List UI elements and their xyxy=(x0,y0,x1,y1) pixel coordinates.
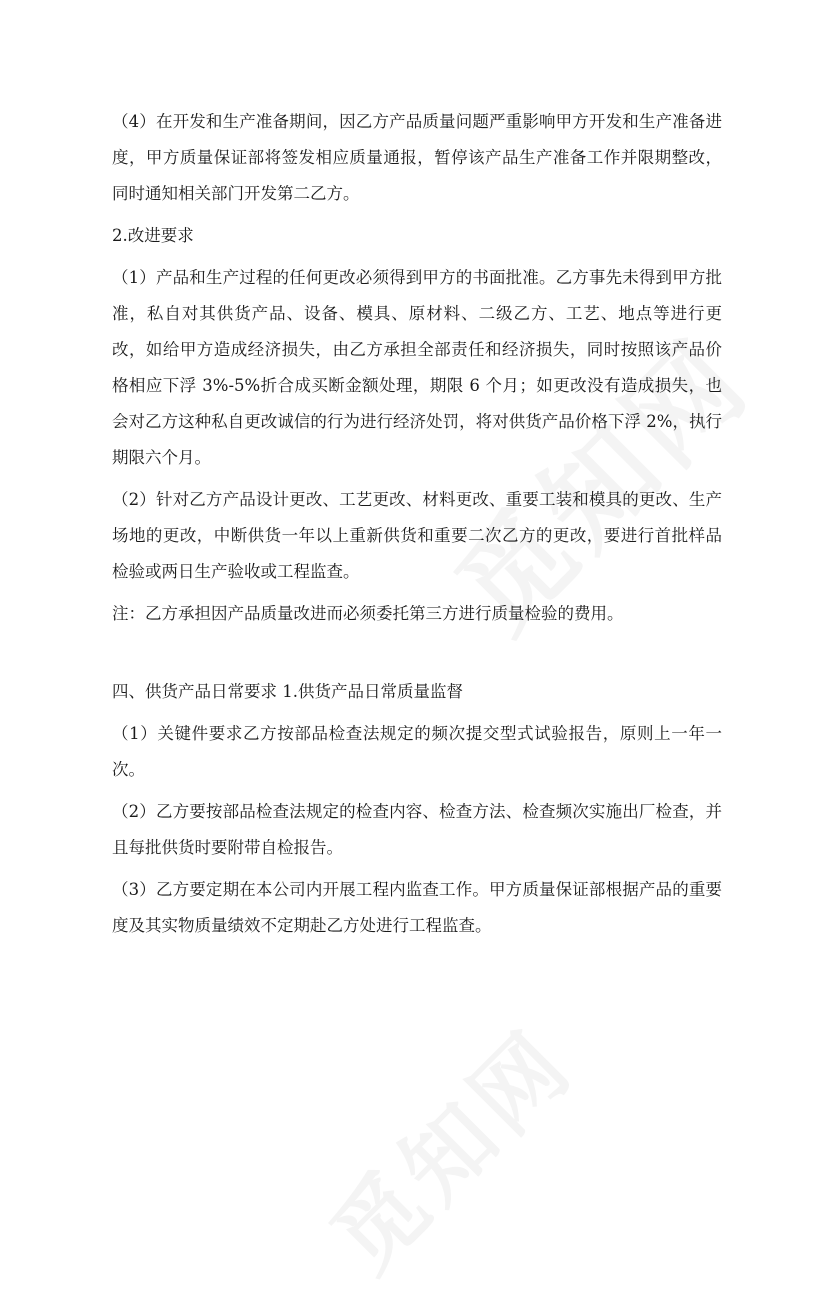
paragraph-daily-2: （2）乙方要按部品检查法规定的检查内容、检查方法、检查频次实施出厂检查，并且每批供货时要附带自检报告。 xyxy=(112,802,722,857)
paragraph-daily-1: （1）关键件要求乙方按部品检查法规定的频次提交型式试验报告，原则上一年一次。 xyxy=(112,724,722,779)
paragraph-item-4: （4）在开发和生产准备期间，因乙方产品质量问题严重影响甲方开发和生产准备进度，甲方质量保证部将签发相应质量通报，暂停该产品生产准备工作并限期整改，同时通知相关部门开发第二乙方。 xyxy=(112,112,722,203)
paragraph-improve-1: （1）产品和生产过程的任何更改必须得到甲方的书面批准。乙方事先未得到甲方批准，私自对其供货产品、设备、模具、原材料、二级乙方、工艺、地点等进行更改，如给甲方造成经济损失，由乙方承担全部责任和经济损失，同时按照该产品价格相应下浮 3%-5%折合成买断金额处理，期限 6 个月；如更改没有造成损失，也会对乙方这种私自更改诚信的行为进行经济处罚，将对供货产品价格下浮 2%，执行期限六个月。 xyxy=(112,268,722,467)
paragraph-note: 注：乙方承担因产品质量改进而必须委托第三方进行质量检验的费用。 xyxy=(112,604,624,623)
document-body xyxy=(112,104,722,944)
paragraph-improve-2: （2）针对乙方产品设计更改、工艺更改、材料更改、重要工装和模具的更改、生产场地的更改，中断供货一年以上重新供货和重要二次乙方的更改，要进行首批样品检验或两日生产验收或工程监查。 xyxy=(112,490,722,581)
watermark-logo-bottom xyxy=(297,995,597,1295)
heading-improvement-requirements: 2.改进要求 xyxy=(112,226,194,245)
paragraph-daily-3: （3）乙方要定期在本公司内开展工程内监查工作。甲方质量保证部根据产品的重要度及其实物质量绩效不定期赴乙方处进行工程监查。 xyxy=(112,880,722,935)
heading-section-4: 四、供货产品日常要求 1.供货产品日常质量监督 xyxy=(112,682,463,701)
